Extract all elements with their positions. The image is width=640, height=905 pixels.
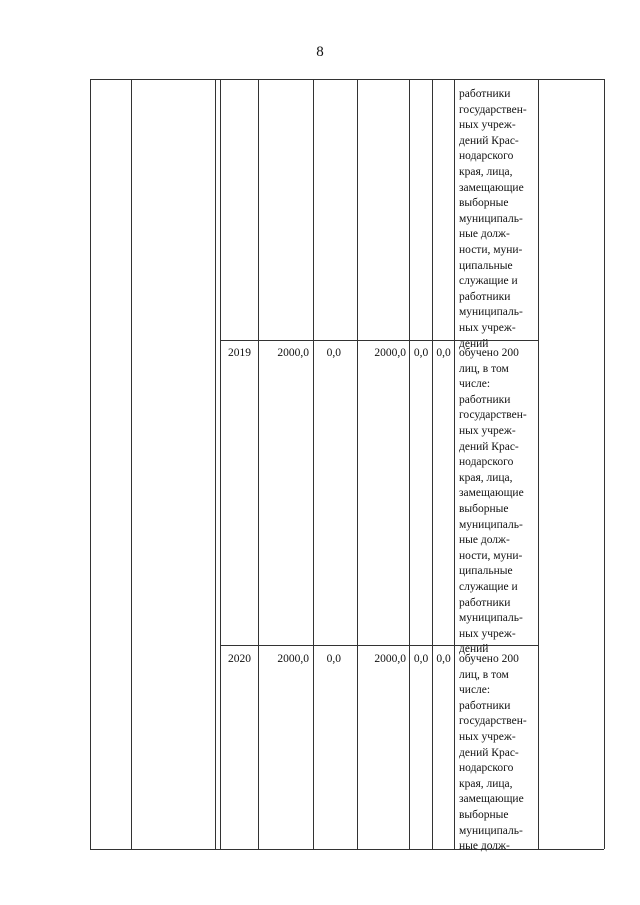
column-divider [538,79,539,849]
description-cell: обучено 200 лиц, в том числе: работники государствен- ных учреж- дений Крас- нодарского края, лица, замещающие выборные муниципаль- ные долж- [459,653,527,853]
value-cell: 2000,0 [374,347,406,359]
continued-description: работники государствен- ных учреж- дений Крас- нодарского края, лица, замещающие выборные муниципаль- ные долж- ности, муни- ципальные служащие и работники муниципаль- ных учреж- дений [459,88,527,350]
value-cell: 0,0 [326,347,341,359]
description-cell: обучено 200 лиц, в том числе: работники государствен- ных учреж- дений Крас- нодарского края, лица, замещающие выборные муниципаль- ные долж- ности, муни- ципальные служащие и работники муниципаль- ных учреж- дений [459,347,527,656]
column-divider [258,79,259,849]
table-top-border [90,79,604,80]
table-right-border [604,79,605,849]
column-divider [215,79,216,849]
total-cell: 2000,0 [277,653,309,665]
column-divider [357,79,358,849]
page-number: 8 [316,44,324,60]
value-cell: 0,0 [436,653,451,665]
year-cell: 2019 [228,347,251,359]
table-left-border [90,79,91,849]
value-cell: 2000,0 [374,653,406,665]
column-divider [454,79,455,849]
column-divider [313,79,314,849]
year-cell: 2020 [228,653,251,665]
value-cell: 0,0 [413,347,429,359]
value-cell: 0,0 [413,653,429,665]
value-cell: 0,0 [436,347,451,359]
total-cell: 2000,0 [277,347,309,359]
value-cell: 0,0 [326,653,341,665]
column-divider [432,79,433,849]
column-divider [131,79,132,849]
column-divider [409,79,410,849]
column-divider [220,79,221,849]
